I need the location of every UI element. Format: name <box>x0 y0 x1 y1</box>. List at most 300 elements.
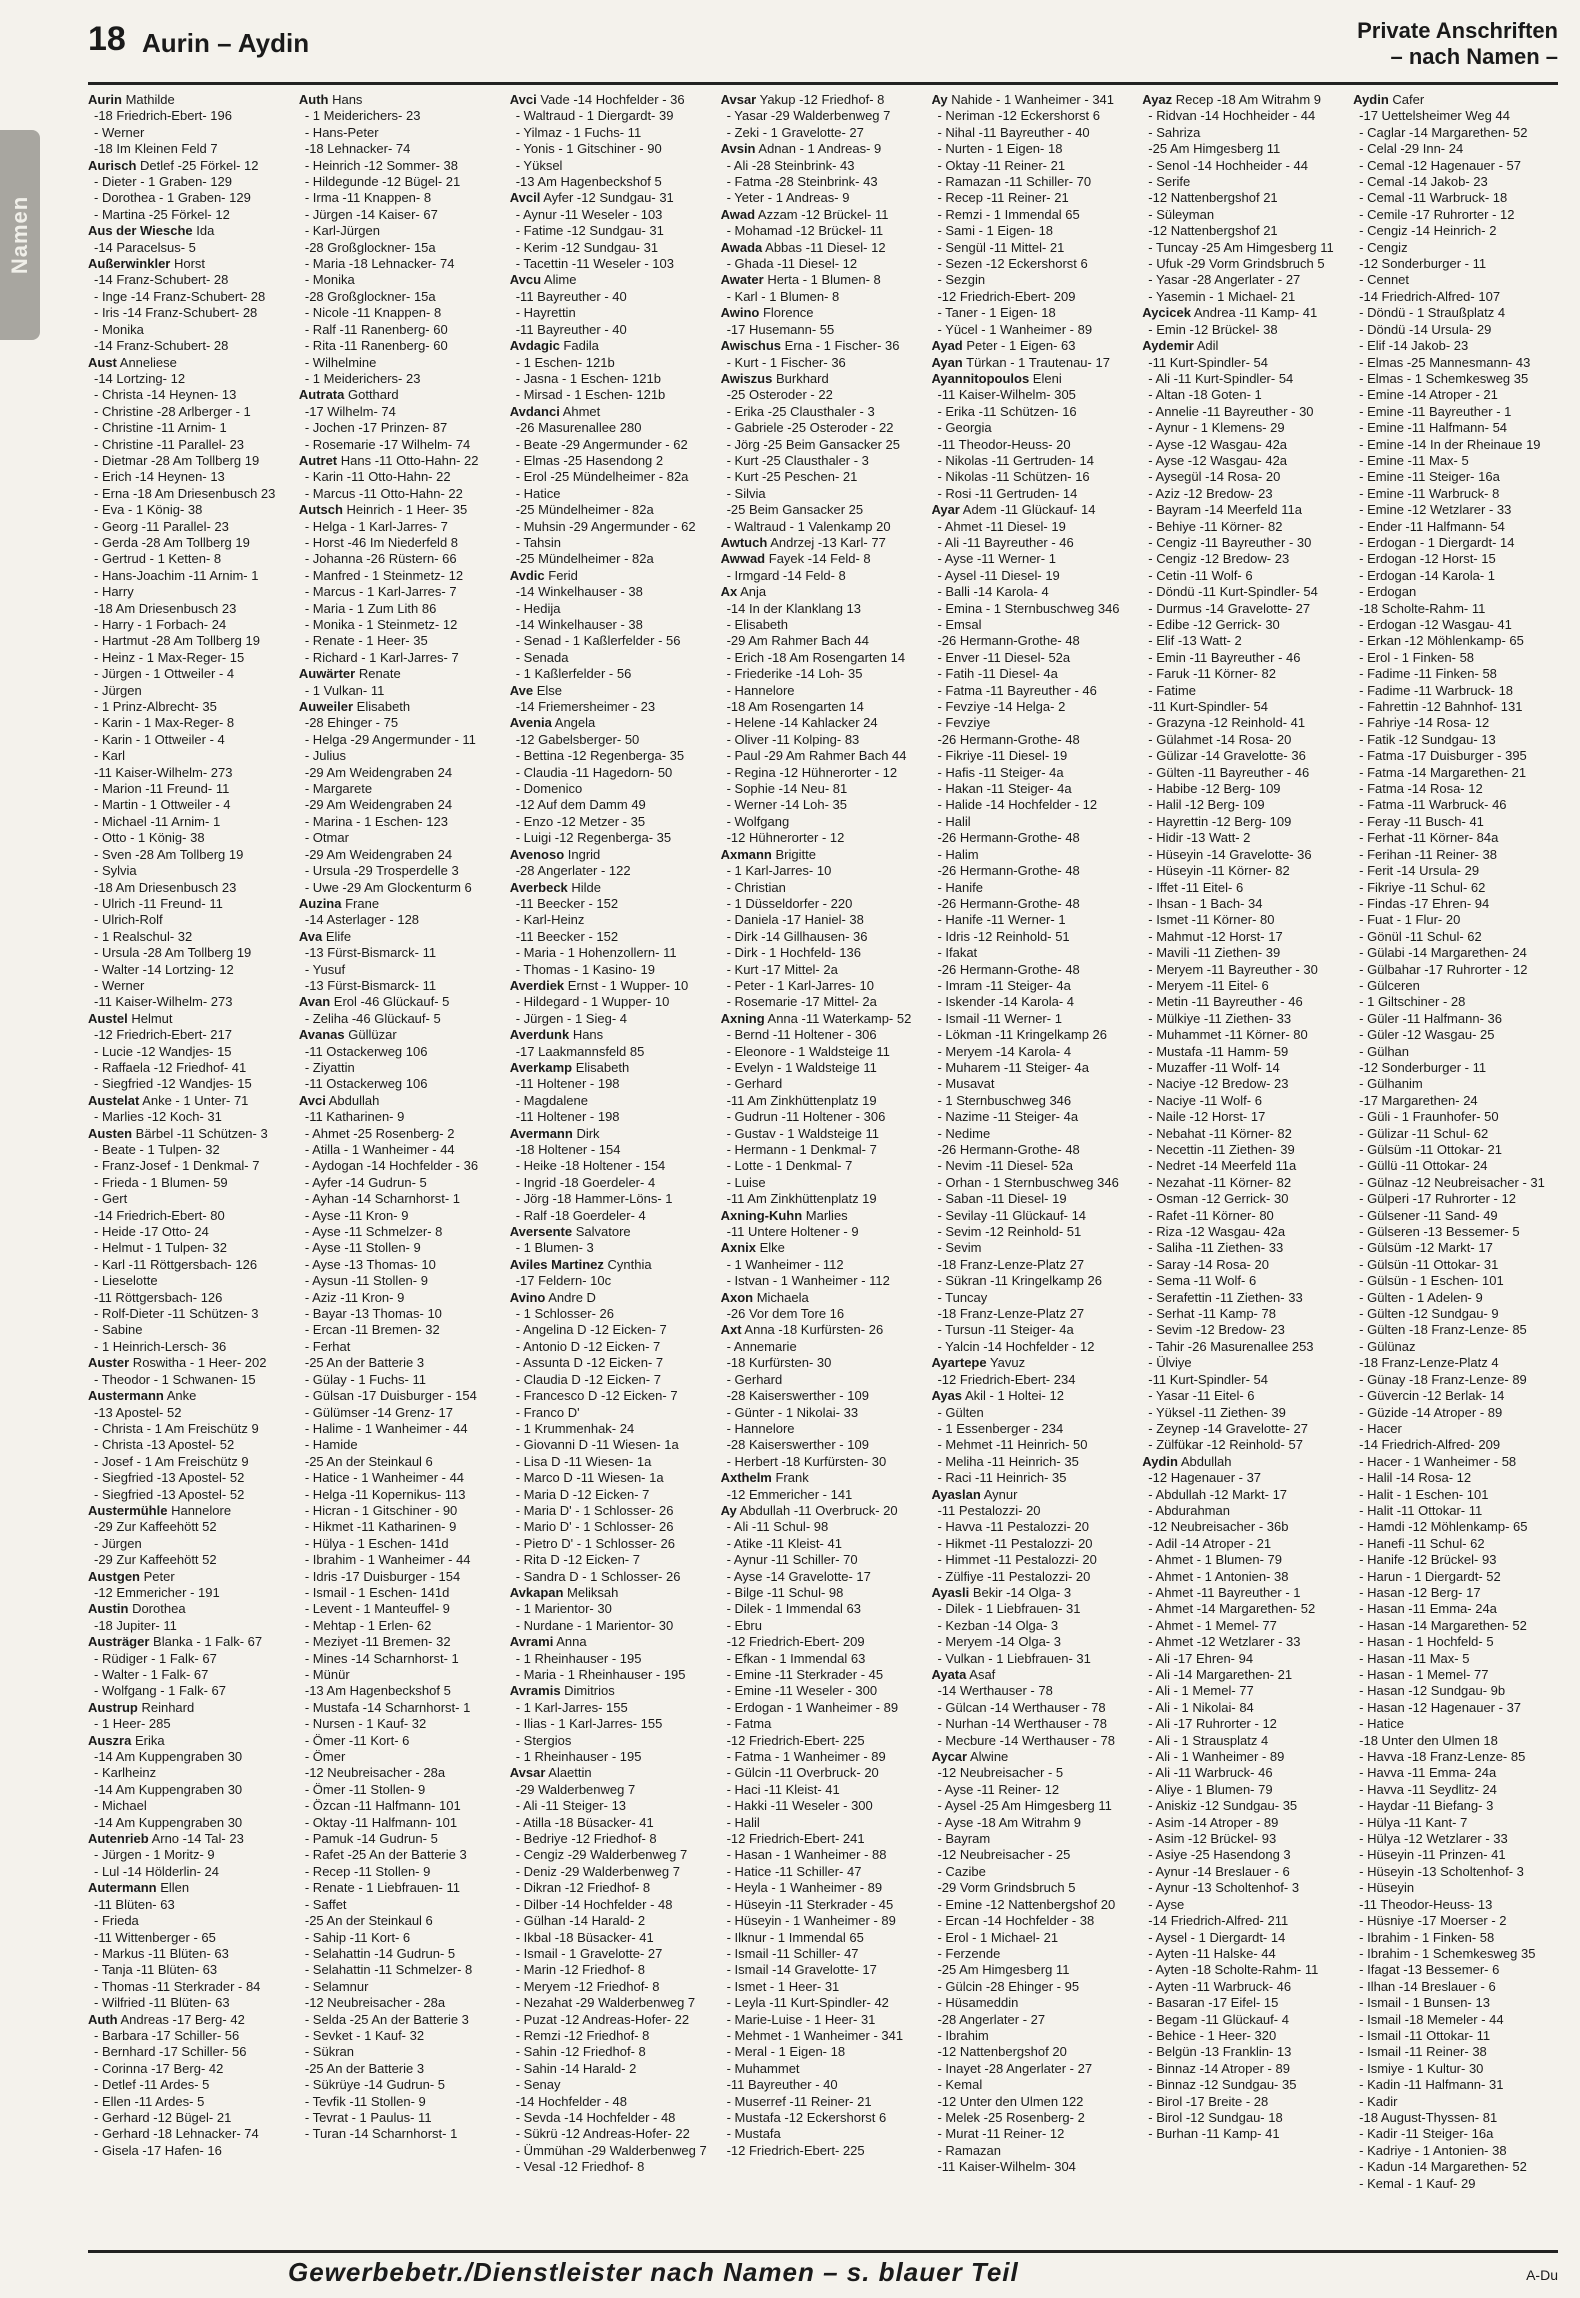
entry-text: - Ghada -11 Diesel- 12 <box>726 256 858 272</box>
surname: Awino <box>720 305 760 321</box>
entry-text: - Tevrat - 1 Paulus- 11 <box>304 2109 432 2125</box>
entry-text: - Tahsin <box>515 534 562 550</box>
entry-text: - Hüseyin - 1 Wanheimer - 89 <box>726 1913 896 1929</box>
entry-text: - Osman -12 Gerrick- 30 <box>1148 1191 1289 1207</box>
directory-entry <box>510 814 715 830</box>
directory-entry <box>721 1601 926 1617</box>
directory-entry <box>299 2077 504 2093</box>
entry-text: - Aliye - 1 Blumen- 79 <box>1148 1781 1273 1797</box>
surname-entry <box>88 1601 293 1617</box>
entry-text: - Havva -11 Emma- 24a <box>1359 1765 1497 1781</box>
directory-entry <box>88 272 293 288</box>
surname: Ayar <box>931 502 960 518</box>
directory-entry <box>510 699 715 715</box>
directory-entry <box>721 1372 926 1388</box>
entry-text: - Maria -18 Lehnacker- 74 <box>304 256 455 272</box>
directory-entry <box>1142 765 1347 781</box>
directory-entry <box>1142 387 1347 403</box>
directory-entry <box>88 338 293 354</box>
entry-text: -26 Hermann-Grothe- 48 <box>937 633 1080 649</box>
directory-entry <box>931 2012 1136 2028</box>
entry-text: - Zülfükar -12 Reinhold- 57 <box>1148 1437 1303 1453</box>
surname: Austräger <box>88 1634 150 1650</box>
directory-entry <box>510 1667 715 1683</box>
directory-entry <box>88 1175 293 1191</box>
directory-entry <box>510 240 715 256</box>
surname-entry <box>510 978 715 994</box>
directory-entry <box>931 781 1136 797</box>
directory-entry <box>1353 1552 1558 1568</box>
directory-entry <box>510 1519 715 1535</box>
directory-entry <box>931 1552 1136 1568</box>
entry-text: - Wilhelmine <box>304 354 377 370</box>
directory-entry <box>721 1388 926 1404</box>
directory-entry <box>299 551 504 567</box>
directory-entry <box>931 1372 1136 1388</box>
directory-entry <box>88 781 293 797</box>
entry-text: -12 Neubreisacher - 28a <box>304 1765 446 1781</box>
entry-text: Asaf <box>966 1667 996 1682</box>
directory-entry <box>1142 1552 1347 1568</box>
surname: Avrami <box>509 1634 554 1650</box>
surname: Autsch <box>298 502 343 518</box>
entry-text: Recep -18 Am Witrahm 9 <box>1172 92 1321 107</box>
entry-text: - Mehmet -11 Heinrich- 50 <box>937 1437 1088 1453</box>
entry-text: - Tanja -11 Blüten- 63 <box>94 1962 218 1978</box>
entry-text: - Ali -28 Steinbrink- 43 <box>726 157 855 173</box>
directory-entry <box>1353 223 1558 239</box>
directory-entry <box>510 1076 715 1092</box>
directory-entry <box>721 1191 926 1207</box>
directory-entry <box>510 1601 715 1617</box>
directory-entry <box>88 420 293 436</box>
entry-text: Blanka - 1 Falk- 67 <box>149 1634 263 1650</box>
directory-entry <box>299 1815 504 1831</box>
directory-entry <box>299 338 504 354</box>
entry-text: -14 Winkelhauser - 38 <box>515 617 643 632</box>
entry-text: - Christa - 1 Am Freischütz 9 <box>94 1420 259 1436</box>
surname: Axon <box>720 1289 754 1305</box>
directory-entry <box>88 1651 293 1667</box>
directory-entry <box>1142 1208 1347 1224</box>
directory-entry <box>1142 1536 1347 1552</box>
entry-text: -28 Großglockner- 15a <box>304 239 436 255</box>
directory-entry <box>299 1208 504 1224</box>
entry-text: - Cemal -11 Warbruck- 18 <box>1359 190 1508 206</box>
surname-entry <box>510 338 715 354</box>
directory-column <box>299 92 504 2242</box>
surname: Ayaz <box>1142 92 1173 107</box>
directory-entry <box>931 683 1136 699</box>
directory-entry <box>721 1995 926 2011</box>
entry-text: -18 Unter den Ulmen 18 <box>1359 1732 1498 1748</box>
entry-text: - Saban -11 Diesel- 19 <box>937 1191 1067 1207</box>
directory-entry <box>299 1454 504 1470</box>
directory-entry <box>1353 929 1558 945</box>
surname-entry <box>510 1290 715 1306</box>
entry-text: - Celal -29 Inn- 24 <box>1359 141 1464 157</box>
directory-entry <box>931 469 1136 485</box>
directory-entry <box>1142 1076 1347 1092</box>
entry-text: -18 Franz-Lenze-Platz 4 <box>1359 1355 1499 1371</box>
directory-entry <box>1142 1864 1347 1880</box>
directory-entry <box>1353 272 1558 288</box>
entry-text: -13 Fürst-Bismarck- 11 <box>304 945 437 961</box>
entry-text: - Heike -18 Holtener - 154 <box>515 1158 666 1174</box>
surname-entry <box>88 1388 293 1404</box>
directory-entry <box>510 1470 715 1486</box>
entry-text: - Hildegard - 1 Wupper- 10 <box>515 994 670 1010</box>
directory-entry <box>299 1487 504 1503</box>
directory-entry <box>1353 584 1558 600</box>
entry-text: -29 Am Weidengraben 24 <box>304 797 453 813</box>
directory-entry <box>931 1437 1136 1453</box>
surname-entry <box>88 1569 293 1585</box>
entry-text: - Werner -14 Loh- 35 <box>726 797 848 813</box>
entry-text: -11 Ostackerweg 106 <box>304 1076 428 1092</box>
entry-text: - Ahmet -12 Wetzlarer - 33 <box>1148 1634 1301 1650</box>
entry-text: - Mustafa -12 Eckershorst 6 <box>726 2109 887 2125</box>
directory-entry <box>721 962 926 978</box>
directory-entry <box>299 1880 504 1896</box>
directory-entry <box>1353 2126 1558 2142</box>
surname: Ayata <box>931 1667 967 1682</box>
directory-entry <box>299 2110 504 2126</box>
directory-entry <box>1142 1765 1347 1781</box>
entry-text: - Michael <box>94 1798 147 1814</box>
entry-text: - Ülviye <box>1148 1355 1192 1371</box>
directory-entry <box>721 797 926 813</box>
directory-entry <box>1142 683 1347 699</box>
directory-entry <box>1353 732 1558 748</box>
directory-entry <box>88 1208 293 1224</box>
entry-text: - Marion -11 Freund- 11 <box>94 781 230 797</box>
directory-entry <box>931 420 1136 436</box>
directory-entry <box>88 2044 293 2060</box>
directory-entry <box>1142 1142 1347 1158</box>
directory-entry <box>721 437 926 453</box>
directory-entry <box>1142 1405 1347 1421</box>
entry-text: - Martin - 1 Ottweiler - 4 <box>94 797 231 813</box>
entry-text: - Friederike -14 Loh- 35 <box>726 666 863 682</box>
entry-text: - Ulrich -11 Freund- 11 <box>94 895 223 911</box>
directory-entry <box>88 1979 293 1995</box>
directory-entry <box>1142 371 1347 387</box>
directory-entry <box>88 240 293 256</box>
entry-text: - Maria - 1 Hohenzollern- 11 <box>515 945 677 961</box>
directory-entry <box>1142 453 1347 469</box>
page-header <box>88 18 1558 80</box>
entry-text: - Emine -14 In der Rheinaue 19 <box>1359 436 1541 452</box>
directory-entry <box>510 1388 715 1404</box>
directory-entry <box>721 486 926 502</box>
entry-text: - 1 Schlosser- 26 <box>515 1306 614 1322</box>
entry-text: - Ayten -11 Warbruck- 46 <box>1148 1978 1292 1994</box>
surname: Ayan <box>931 354 963 370</box>
directory-entry <box>88 2126 293 2142</box>
directory-entry <box>931 994 1136 1010</box>
entry-text: - Sevda -14 Hochfelder - 48 <box>515 2109 676 2125</box>
entry-text: - Selahattin -11 Schmelzer- 8 <box>304 1962 473 1978</box>
surname-entry <box>88 1733 293 1749</box>
directory-entry <box>721 683 926 699</box>
directory-entry <box>510 1569 715 1585</box>
directory-entry <box>510 1930 715 1946</box>
entry-text: - Ismail -11 Reiner- 38 <box>1359 2044 1487 2060</box>
directory-entry <box>1142 978 1347 994</box>
directory-entry <box>1142 797 1347 813</box>
directory-entry <box>721 469 926 485</box>
directory-entry <box>510 1109 715 1125</box>
directory-entry <box>1353 1864 1558 1880</box>
directory-entry <box>1142 1224 1347 1240</box>
entry-text: - Nurhan -14 Werthauser - 78 <box>937 1716 1107 1732</box>
entry-text: - Dirk -14 Gillhausen- 36 <box>726 928 868 944</box>
entry-text: - Ercan -14 Hochfelder - 38 <box>937 1913 1095 1929</box>
entry-text: Renate <box>355 666 401 682</box>
directory-entry <box>88 502 293 518</box>
directory-column <box>931 92 1136 2242</box>
directory-entry <box>299 1109 504 1125</box>
entry-text: - Irmgard -14 Feld- 8 <box>726 567 846 583</box>
directory-entry <box>721 1093 926 1109</box>
directory-entry <box>299 797 504 813</box>
entry-text: - Daniela -17 Haniel- 38 <box>726 912 864 928</box>
directory-entry <box>510 1487 715 1503</box>
directory-entry <box>721 1979 926 1995</box>
entry-text: - Ali - 1 Strausplatz 4 <box>1148 1732 1269 1748</box>
directory-entry <box>931 2126 1136 2142</box>
entry-text: - Nihal -11 Bayreuther - 40 <box>937 124 1090 140</box>
entry-text: - Tuncay <box>937 1289 988 1305</box>
entry-text: - Emine -11 Weseler - 300 <box>726 1683 878 1699</box>
entry-text: Azzam -12 Brückel- 11 <box>755 206 889 222</box>
surname-entry <box>510 568 715 584</box>
directory-entry <box>931 1405 1136 1421</box>
directory-entry <box>931 1142 1136 1158</box>
entry-text: - Burhan -11 Kamp- 41 <box>1148 2126 1280 2142</box>
entry-text: - Fatime -12 Sundgau- 31 <box>515 223 664 239</box>
entry-text: - Meral - 1 Eigen- 18 <box>726 2044 846 2060</box>
directory-entry <box>299 715 504 731</box>
surname: Axning-Kuhn <box>720 1207 803 1223</box>
entry-text: - Ismail -18 Memeler - 44 <box>1359 2011 1504 2027</box>
surname-entry <box>88 1503 293 1519</box>
directory-entry <box>1142 1930 1347 1946</box>
entry-text: - Basaran -17 Eifel- 15 <box>1148 1995 1279 2011</box>
entry-text: - Stergios <box>515 1732 572 1748</box>
entry-text: Ahmet <box>559 403 601 419</box>
surname-entry <box>931 1388 1136 1404</box>
entry-text: - Siegfried -12 Wandjes- 15 <box>94 1076 252 1092</box>
entry-text: - Naciye -11 Wolf- 6 <box>1148 1092 1262 1108</box>
entry-text: - Helmut - 1 Tulpen- 32 <box>94 1240 227 1256</box>
entry-text: - Herbert -18 Kurfürsten- 30 <box>726 1453 887 1469</box>
directory-entry <box>510 1847 715 1863</box>
directory-entry <box>1353 108 1558 124</box>
directory-entry <box>931 929 1136 945</box>
entry-text: - Emina - 1 Sternbuschweg 346 <box>937 600 1120 616</box>
entry-text: - Vulkan - 1 Liebfrauen- 31 <box>937 1650 1091 1666</box>
entry-text: - Margarete <box>304 781 373 797</box>
entry-text: -11 Pestalozzi- 20 <box>937 1502 1041 1518</box>
entry-text: -13 Apostel- 52 <box>94 1404 182 1420</box>
directory-entry <box>1142 1322 1347 1338</box>
entry-text: - Atilla - 1 Wanheimer - 44 <box>304 1142 455 1157</box>
entry-text: - Bayram <box>937 1831 991 1847</box>
directory-entry <box>299 2028 504 2044</box>
directory-entry <box>510 1913 715 1929</box>
directory-entry <box>299 1847 504 1863</box>
entry-text: Andrzej -13 Karl- 77 <box>767 534 886 550</box>
entry-text: - Halil -14 Rosa- 12 <box>1359 1470 1472 1486</box>
directory-entry <box>1353 1421 1558 1437</box>
directory-entry <box>299 355 504 371</box>
directory-entry <box>510 1782 715 1798</box>
entry-text: - Ziyattin <box>304 1059 355 1075</box>
directory-entry <box>88 584 293 600</box>
directory-entry <box>931 1454 1136 1470</box>
surname: Auster <box>88 1355 130 1371</box>
entry-text: - Halil <box>726 1814 760 1830</box>
directory-entry <box>88 1552 293 1568</box>
surname-entry <box>510 1126 715 1142</box>
directory-entry <box>299 880 504 896</box>
entry-text: - Mustafa -14 Scharnhorst- 1 <box>304 1699 471 1715</box>
directory-entry <box>931 437 1136 453</box>
directory-entry <box>88 765 293 781</box>
entry-text: - Sahin -12 Friedhof- 8 <box>515 2044 646 2060</box>
directory-entry <box>1353 1946 1558 1962</box>
entry-text: - Kadun -14 Margarethen- 52 <box>1359 2159 1527 2175</box>
entry-text: - Himmet -11 Pestalozzi- 20 <box>937 1552 1097 1568</box>
directory-entry <box>1353 1569 1558 1585</box>
entry-text: - Rosemarie -17 Wilhelm- 74 <box>304 436 471 452</box>
entry-text: -25 Mündelheimer - 82a <box>515 551 654 567</box>
entry-text: - Kurt -25 Peschen- 21 <box>726 469 858 485</box>
entry-text: - Sevket - 1 Kauf- 32 <box>304 2027 425 2043</box>
entry-text: - Maria D -12 Eicken- 7 <box>515 1486 650 1502</box>
header-rule <box>88 82 1558 85</box>
directory-entry <box>1353 1208 1558 1224</box>
surname: Avsar <box>720 92 757 107</box>
directory-entry <box>299 2061 504 2077</box>
entry-text: - 1 Heinrich-Lersch- 36 <box>94 1338 227 1354</box>
directory-entry <box>510 1651 715 1667</box>
entry-text: - Hasan -14 Margarethen- 52 <box>1359 1617 1527 1633</box>
directory-entry <box>88 1716 293 1732</box>
entry-text: - Cennet <box>1359 272 1410 288</box>
entry-text: Marlies <box>802 1207 848 1223</box>
directory-entry <box>510 387 715 403</box>
entry-text: - Edibe -12 Gerrick- 30 <box>1148 617 1280 632</box>
entry-text: - Tuncay -25 Am Himgesberg 11 <box>1148 239 1334 255</box>
directory-entry <box>510 2143 715 2159</box>
directory-entry <box>1142 355 1347 371</box>
entry-text: - Balli -14 Karola- 4 <box>937 584 1049 600</box>
entry-text: - Ilhan -14 Breslauer - 6 <box>1359 1978 1496 1994</box>
surname: Ave <box>509 682 534 698</box>
entry-text: - Erika -11 Schützen- 16 <box>937 403 1077 419</box>
surname-entry <box>931 502 1136 518</box>
surname: Austel <box>88 1010 128 1026</box>
entry-text: - Enzo -12 Metzer - 35 <box>515 813 646 829</box>
directory-entry <box>1142 2110 1347 2126</box>
directory-entry <box>1142 1601 1347 1617</box>
entry-text: - Beate -29 Angermunder - 62 <box>515 436 688 452</box>
entry-text: - Claudia D -12 Eicken- 7 <box>515 1371 661 1387</box>
directory-entry <box>721 1618 926 1634</box>
entry-text: - Oktay -11 Halfmann- 101 <box>304 1814 458 1830</box>
directory-entry <box>1353 1355 1558 1371</box>
entry-text: - Sandra D - 1 Schlosser- 26 <box>515 1568 681 1584</box>
directory-entry <box>1353 289 1558 305</box>
directory-entry <box>721 1076 926 1092</box>
entry-text: - Zeki - 1 Gravelotte- 27 <box>726 124 864 140</box>
directory-entry <box>1353 863 1558 879</box>
entry-text: - Ferzende <box>937 1945 1001 1961</box>
entry-text: -18 Holtener - 154 <box>515 1142 621 1157</box>
entry-text: Anna -11 Waterkamp- 52 <box>764 1010 912 1026</box>
directory-column <box>1142 92 1347 2242</box>
entry-text: - Selamnur <box>304 1978 369 1994</box>
directory-entry <box>510 797 715 813</box>
entry-text: - Luise <box>726 1174 766 1190</box>
directory-entry <box>721 1962 926 1978</box>
directory-entry <box>299 814 504 830</box>
directory-entry <box>1353 1011 1558 1027</box>
entry-text: - Gülceren <box>1359 977 1420 993</box>
directory-entry <box>299 650 504 666</box>
directory-column <box>88 92 293 2242</box>
directory-entry <box>721 420 926 436</box>
entry-text: - Serafettin -11 Ziethen- 33 <box>1148 1289 1303 1305</box>
entry-text: Elke <box>755 1240 785 1256</box>
directory-entry <box>88 2028 293 2044</box>
directory-entry <box>721 190 926 206</box>
entry-text: Ayfer -12 Sundgau- 31 <box>540 190 674 206</box>
directory-entry <box>1142 502 1347 518</box>
surname-entry <box>299 502 504 518</box>
entry-text: - Fatma -11 Bayreuther - 46 <box>937 682 1097 698</box>
entry-text: - Fadime -11 Finken- 58 <box>1359 666 1497 682</box>
directory-entry <box>299 1667 504 1683</box>
directory-entry <box>1142 551 1347 567</box>
directory-entry <box>1353 1913 1558 1929</box>
entry-text: - Behiye -11 Körner- 82 <box>1148 518 1283 534</box>
entry-text: Michaela <box>753 1289 809 1305</box>
directory-entry <box>1142 847 1347 863</box>
entry-text: - Muzaffer -11 Wolf- 14 <box>1148 1059 1280 1075</box>
entry-text: - 1 Karl-Jarres- 155 <box>515 1699 628 1715</box>
surname: Avsin <box>720 141 756 157</box>
surname-entry <box>88 2012 293 2028</box>
directory-entry <box>510 945 715 961</box>
entry-text: - Gülümser -14 Grenz- 17 <box>304 1404 453 1420</box>
entry-text: - Gülten -11 Bayreuther - 46 <box>1148 764 1310 780</box>
entry-text: -12 Neubreisacher - 5 <box>937 1765 1064 1781</box>
directory-entry <box>88 125 293 141</box>
entry-text: - Lotte - 1 Denkmal- 7 <box>726 1158 853 1174</box>
entry-text: - Dietmar -28 Am Tollberg 19 <box>94 452 260 468</box>
directory-entry <box>510 765 715 781</box>
directory-entry <box>299 863 504 879</box>
entry-text: - Thomas - 1 Kasino- 19 <box>515 961 655 977</box>
directory-entry <box>721 814 926 830</box>
directory-entry <box>299 1913 504 1929</box>
surname-entry <box>721 1240 926 1256</box>
entry-text: - Recep -11 Stollen- 9 <box>304 1863 431 1879</box>
